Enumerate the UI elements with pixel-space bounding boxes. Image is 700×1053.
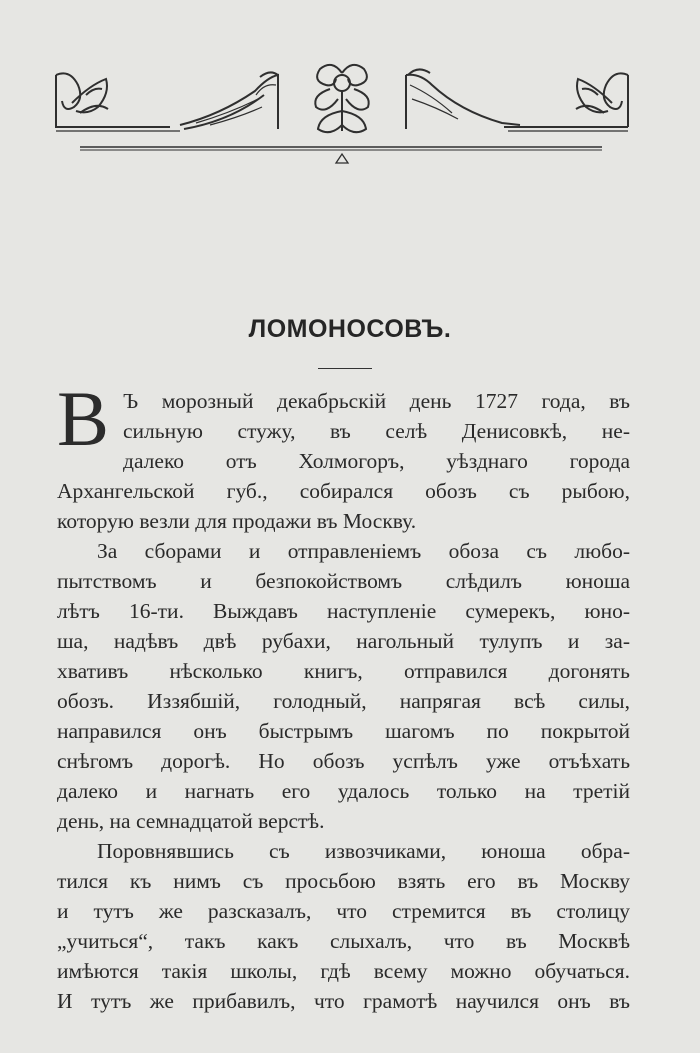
text-line: обозъ. Иззябшій, голодный, напрягая всѣ силы, bbox=[57, 689, 630, 713]
chapter-title: ЛОМОНОСОВЪ. bbox=[248, 315, 452, 343]
text-line: снѣгомъ дорогѣ. Но обозъ успѣлъ уже отъѣхать bbox=[57, 749, 630, 773]
text-line: имѣются такія школы, гдѣ всему можно обучаться. bbox=[57, 959, 630, 983]
drop-cap: В bbox=[57, 375, 110, 462]
text-line: Поровнявшись съ извозчиками, юноша обра- bbox=[97, 839, 630, 863]
text-line: и тутъ же разсказалъ, что стремится въ столицу bbox=[57, 899, 630, 923]
paragraph-2 bbox=[57, 536, 630, 836]
text-line: тился къ нимъ съ просьбою взять его въ Москву bbox=[57, 869, 630, 893]
text-line: пытствомъ и безпокойствомъ слѣдилъ юноша bbox=[57, 569, 630, 593]
text-line: лѣтъ 16-ти. Выждавъ наступленіе сумерекъ, юно- bbox=[57, 599, 630, 623]
paragraph-3 bbox=[57, 836, 630, 1016]
title-divider bbox=[318, 368, 372, 369]
paragraph-1 bbox=[57, 375, 630, 536]
text-line: далеко отъ Холмогоръ, уѣзднаго города bbox=[123, 449, 630, 473]
text-line: направился онъ быстрымъ шагомъ по покрытой bbox=[57, 719, 630, 743]
text-line: хвативъ нѣсколько книгъ, отправился догонять bbox=[57, 659, 630, 683]
text-line: далеко и нагнать его удалось только на третій bbox=[57, 779, 630, 803]
text-line: За сборами и отправленіемъ обоза съ любо- bbox=[97, 539, 630, 563]
text-line: ша, надѣвъ двѣ рубахи, нагольный тулупъ и за- bbox=[57, 629, 630, 653]
text-line: „учиться“, такъ какъ слыхалъ, что въ Москвѣ bbox=[57, 929, 630, 953]
text-line: которую везли для продажи въ Москву. bbox=[57, 509, 417, 533]
text-line: Ъ морозный декабрьскій день 1727 года, въ bbox=[123, 389, 630, 413]
text-line: день, на семнадцатой верстѣ. bbox=[57, 809, 325, 833]
text-line: сильную стужу, въ селѣ Денисовкѣ, не- bbox=[123, 419, 630, 443]
decorative-headpiece bbox=[50, 55, 635, 170]
text-line: Архангельской губ., собирался обозъ съ рыбою, bbox=[57, 479, 630, 503]
text-line: И тутъ же прибавилъ, что грамотѣ научился онъ въ bbox=[57, 989, 630, 1013]
body-text bbox=[57, 375, 630, 1016]
